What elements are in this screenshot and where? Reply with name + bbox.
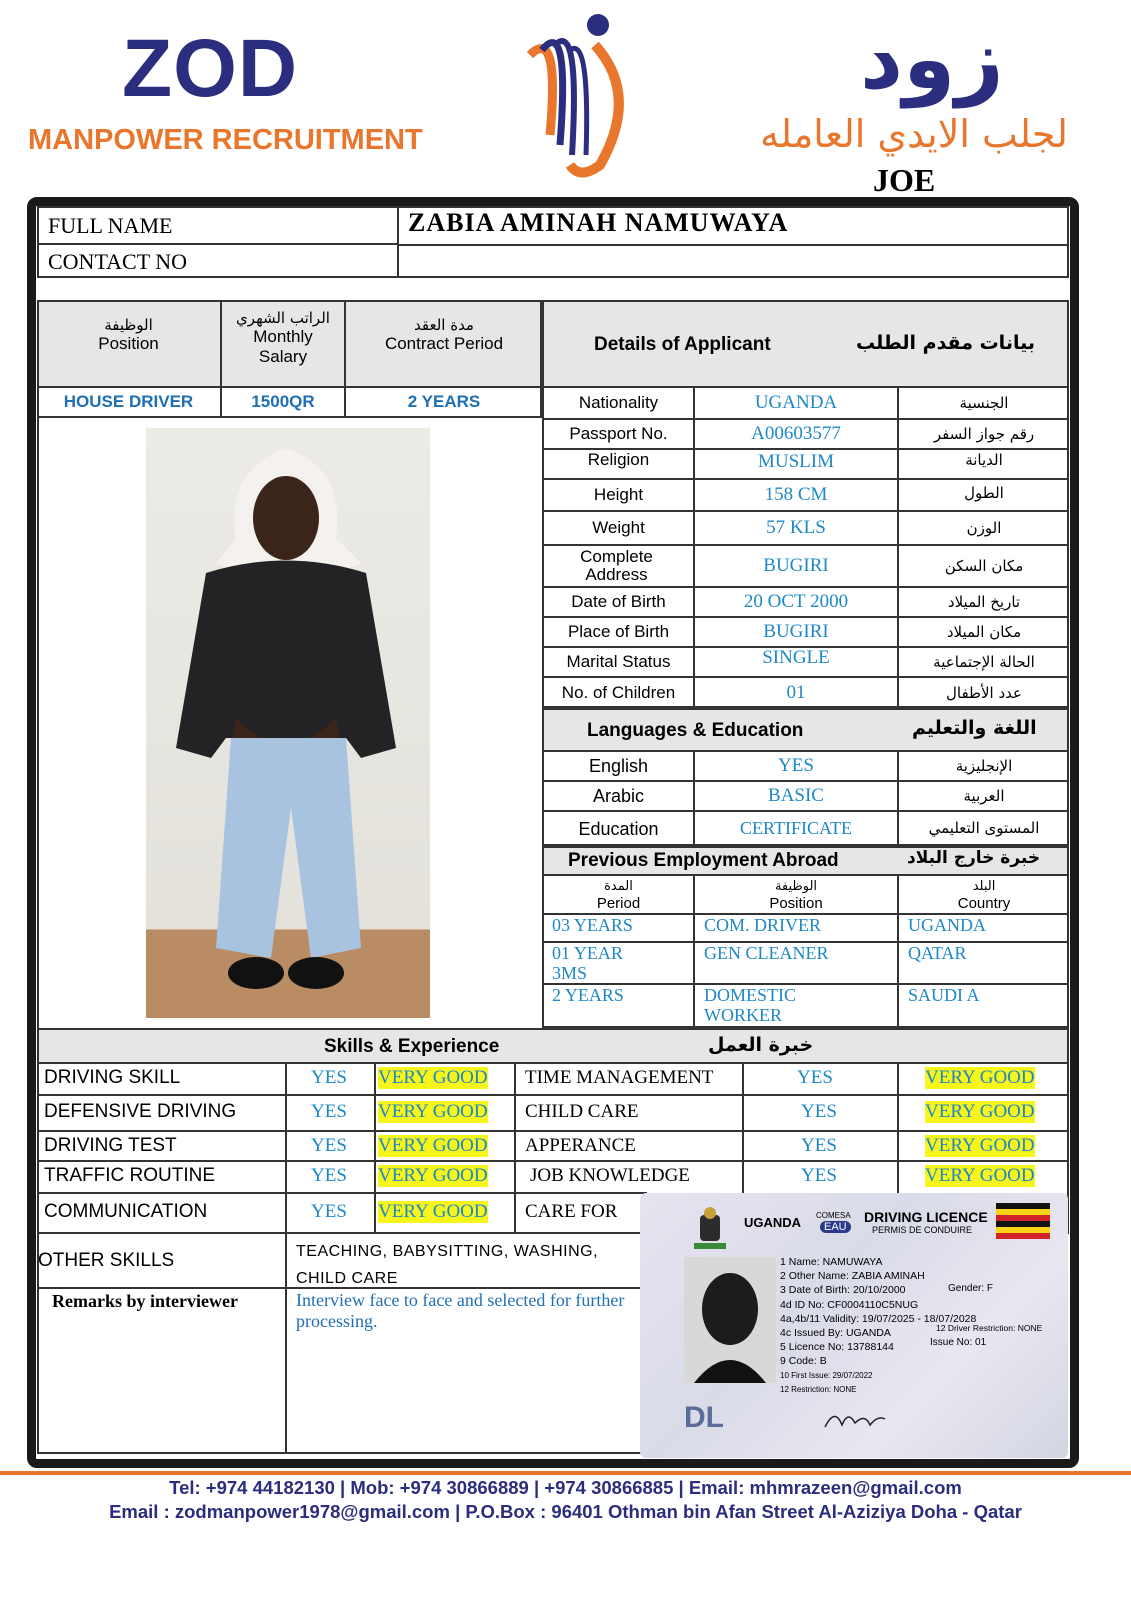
footer-divider [0, 1471, 1131, 1475]
skill-level: VERY GOOD [378, 1135, 488, 1156]
skill-level: VERY GOOD [378, 1165, 488, 1186]
position-header [37, 310, 220, 360]
contract-header-en: Contract Period [384, 334, 504, 353]
detail-label-ar: الوزن [966, 519, 1002, 537]
detail-label: Marital Status [566, 652, 671, 671]
full-name-value: ZABIA AMINAH NAMUWAYA [408, 208, 789, 237]
skill-name: TIME MANAGEMENT [525, 1067, 714, 1088]
language-value: BASIC [768, 785, 824, 806]
detail-value: 20 OCT 2000 [743, 591, 849, 612]
skill-name: DEFENSIVE DRIVING [44, 1101, 237, 1122]
position-header-en: Position [98, 334, 159, 353]
licence-line: 3 Date of Birth: 20/10/2000 [780, 1284, 906, 1297]
skill-has: YES [801, 1101, 837, 1122]
skill-name: APPERANCE [525, 1135, 636, 1156]
employment-title-en: Previous Employment Abroad [568, 850, 839, 871]
contact-label: CONTACT NO [48, 249, 188, 274]
employment-position: DOMESTIC WORKER [704, 985, 797, 1025]
name-divider [37, 243, 399, 245]
skill-has: YES [311, 1165, 347, 1186]
language-label-ar: العربية [963, 787, 1005, 805]
detail-value: 57 KLS [766, 517, 826, 538]
education-label: Education [578, 818, 659, 839]
employment-period: 2 YEARS [552, 985, 624, 1005]
language-label: Arabic [592, 785, 645, 806]
driving-licence-card [640, 1193, 1068, 1458]
skill-has: YES [311, 1135, 347, 1156]
remarks-label: Remarks by interviewer [52, 1291, 238, 1311]
detail-value: BUGIRI [763, 555, 829, 576]
period-header [544, 876, 693, 913]
country-header-ar: البلد [972, 878, 996, 894]
detail-label-ar: مكان السكن [944, 557, 1024, 575]
detail-label: Passport No. [569, 424, 668, 443]
languages-title-en: Languages & Education [587, 720, 804, 741]
licence-line: 10 First Issue: 29/07/2022 [780, 1370, 873, 1380]
licence-line: 1 Name: NAMUWAYA [780, 1256, 883, 1268]
skill-has: YES [801, 1165, 837, 1186]
period-header-ar: المدة [604, 878, 633, 894]
employment-country: SAUDI A [908, 985, 980, 1005]
skill-name: COMMUNICATION [44, 1201, 208, 1222]
licence-dl-mark: DL [684, 1401, 724, 1434]
skill-has: YES [311, 1067, 347, 1088]
language-label: English [588, 755, 649, 776]
skill-has: YES [311, 1201, 347, 1222]
skill-name: CHILD CARE [525, 1101, 639, 1122]
name-vline [397, 206, 399, 278]
row-line [37, 1130, 1069, 1132]
brand-emblem [500, 5, 640, 185]
licence-line: 12 Restriction: NONE [780, 1384, 857, 1394]
brand-logo-text: ZOD [122, 23, 299, 114]
licence-line: 4d ID No: CF0004110C5NUG [780, 1298, 919, 1311]
photo-panel [37, 418, 544, 1028]
detail-value: BUGIRI [763, 621, 829, 642]
skills-vline-3 [514, 1064, 516, 1234]
skills-header [37, 1028, 1069, 1064]
licence-driver-restriction: 12 Driver Restriction: NONE [936, 1323, 1043, 1333]
language-label-ar: الإنجليزية [955, 757, 1013, 775]
education-label-ar: المستوى التعليمي [928, 819, 1040, 837]
licence-line: 9 Code: B [780, 1355, 827, 1368]
emp-position-header-ar: الوظيفة [774, 878, 818, 894]
other-skills-line1: TEACHING, BABYSITTING, WASHING, [296, 1243, 599, 1260]
licence-signature [820, 1405, 890, 1435]
salary-header-en: Monthly Salary [253, 327, 313, 366]
detail-label-ar: الطول [964, 484, 1004, 502]
detail-label: Nationality [578, 393, 659, 412]
country-header [899, 876, 1069, 913]
detail-value: UGANDA [754, 392, 838, 413]
licence-line: 4c Issued By: UGANDA [780, 1327, 891, 1340]
emp-position-header-en: Position [769, 894, 823, 912]
skill-name: CARE FOR [525, 1201, 618, 1222]
detail-value: 01 [786, 682, 806, 703]
salary-value: 1500QR [251, 392, 315, 411]
brand-arabic: زود [860, 10, 1004, 108]
contract-header [346, 310, 542, 360]
language-value: YES [778, 755, 814, 776]
skill-level: VERY GOOD [925, 1067, 1035, 1088]
skills-title-ar: خبرة العمل [708, 1034, 814, 1056]
brand-arabic-subtitle: لجلب الايدي العامله [760, 112, 1069, 156]
licence-photo [684, 1257, 776, 1383]
detail-label: Weight [592, 518, 645, 537]
uganda-coat-of-arms-icon [690, 1205, 730, 1253]
skill-level: VERY GOOD [925, 1135, 1035, 1156]
licence-issue-no: Issue No: 01 [930, 1337, 987, 1348]
country-header-en: Country [957, 894, 1011, 912]
detail-label-ar: رقم جواز السفر [933, 425, 1035, 443]
licence-country: UGANDA [744, 1215, 802, 1230]
detail-value: MUSLIM [757, 451, 834, 472]
licence-eau: EAU [820, 1221, 851, 1233]
skill-level: VERY GOOD [925, 1165, 1035, 1186]
row-line [37, 1192, 647, 1194]
detail-value: SINGLE [762, 647, 830, 668]
contract-value: 2 YEARS [407, 392, 481, 411]
education-value: CERTIFICATE [740, 817, 852, 838]
detail-label: No. of Children [561, 683, 676, 702]
other-skills-label: OTHER SKILLS [38, 1250, 175, 1271]
licence-line: 2 Other Name: ZABIA AMINAH [780, 1270, 925, 1283]
detail-label-ar: عدد الأطفال [946, 684, 1022, 702]
skills-vline-2 [374, 1064, 376, 1234]
licence-title: DRIVING LICENCE [864, 1209, 988, 1225]
licence-portrait [684, 1257, 776, 1383]
licence-comesa: COMESA [816, 1211, 851, 1220]
details-title-en: Details of Applicant [594, 334, 771, 355]
detail-label: Complete Address [580, 547, 653, 584]
detail-label: Religion [587, 450, 650, 469]
licence-subtitle: PERMIS DE CONDUIRE [872, 1225, 973, 1235]
employment-position: COM. DRIVER [704, 915, 822, 935]
skills-title-en: Skills & Experience [324, 1036, 500, 1057]
employment-country: QATAR [908, 943, 967, 963]
details-title-ar: بيانات مقدم الطلب [856, 332, 1035, 354]
licence-line: 5 Licence No: 13788144 [780, 1341, 894, 1354]
detail-label-ar: الحالة الإجتماعية [933, 653, 1035, 671]
languages-title-ar: اللغة والتعليم [912, 717, 1037, 739]
employment-period: 03 YEARS [552, 915, 633, 935]
skill-name: DRIVING TEST [44, 1135, 177, 1156]
contract-header-ar: مدة العقد [414, 316, 474, 334]
detail-label: Place of Birth [567, 622, 670, 641]
detail-value: 158 CM [764, 484, 828, 505]
employment-period: 01 YEAR 3MS [552, 943, 623, 983]
remarks-value: Interview face to face and selected for further processing. [296, 1290, 625, 1331]
detail-label-ar: مكان الميلاد [946, 623, 1022, 641]
footer-contact-line1: Tel: +974 44182130 | Mob: +974 30866889 | +974 30866885 | Email: mhmrazeen@gmail.com [169, 1477, 962, 1498]
detail-label-ar: تاريخ الميلاد [947, 593, 1021, 611]
position-header-ar: الوظيفة [104, 316, 153, 334]
skill-level: VERY GOOD [378, 1201, 488, 1222]
row-line [37, 1160, 1069, 1162]
skill-level: VERY GOOD [925, 1101, 1035, 1122]
skill-has: YES [311, 1101, 347, 1122]
other-skills-line2: CHILD CARE [296, 1270, 398, 1287]
employment-position: GEN CLEANER [704, 943, 829, 963]
salary-header [222, 303, 344, 373]
employment-title-ar: خبرة خارج البلاد [907, 848, 1041, 868]
skill-level: VERY GOOD [378, 1067, 488, 1088]
skill-level: VERY GOOD [378, 1101, 488, 1122]
licence-gender: Gender: F [948, 1283, 994, 1294]
row-line [37, 1094, 1069, 1096]
emp-position-header [695, 876, 897, 913]
name-divider-right [399, 244, 1069, 246]
detail-label: Height [593, 485, 644, 504]
brand-subtitle: MANPOWER RECRUITMENT [28, 124, 423, 156]
full-name-label: FULL NAME [48, 213, 173, 238]
footer-contact-line2: Email : zodmanpower1978@gmail.com | P.O.Box : 96401 Othman bin Afan Street Al-Aziziya Doha - Qatar [109, 1501, 1022, 1522]
detail-value: A00603577 [751, 423, 841, 444]
skill-name: DRIVING SKILL [44, 1067, 181, 1088]
detail-label-ar: الجنسية [959, 394, 1009, 412]
skill-has: YES [797, 1067, 833, 1088]
licence-line: 4a,4b/11 Validity: 19/07/2025 - 18/07/2028 [780, 1312, 977, 1325]
applicant-code: JOE [873, 162, 936, 198]
skill-name: TRAFFIC ROUTINE [44, 1165, 215, 1186]
period-header-en: Period [596, 894, 641, 912]
detail-label-ar: الديانة [965, 451, 1003, 469]
position-value: HOUSE DRIVER [63, 392, 194, 411]
skill-has: YES [801, 1135, 837, 1156]
skill-name: JOB KNOWLEDGE [530, 1165, 690, 1186]
uganda-flag-icon [996, 1203, 1050, 1239]
employment-country: UGANDA [908, 915, 986, 935]
salary-header-ar: الراتب الشهري [236, 309, 330, 327]
detail-label: Date of Birth [571, 592, 666, 611]
